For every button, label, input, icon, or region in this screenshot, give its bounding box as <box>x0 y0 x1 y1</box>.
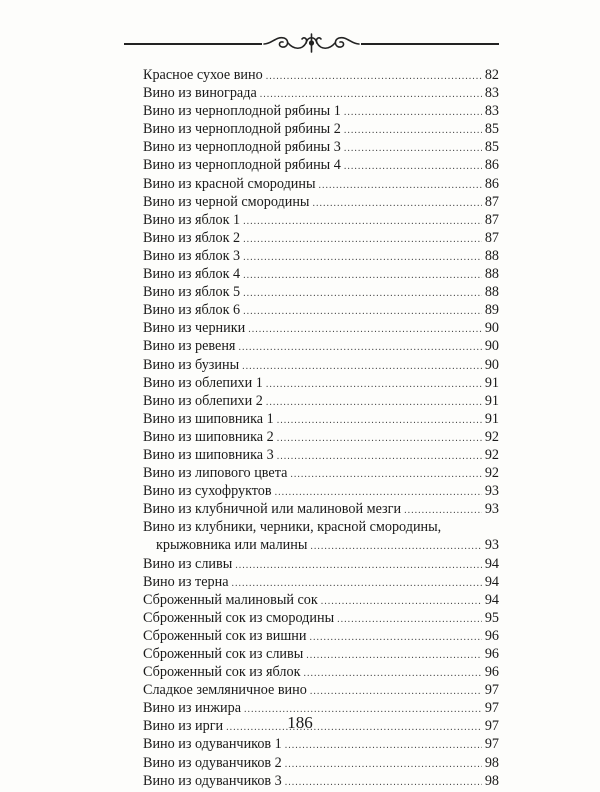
toc-entry-page: 93 <box>484 537 499 554</box>
toc-entry-title: Вино из черники <box>143 320 246 337</box>
toc-entry-title: Вино из сухофруктов <box>143 483 272 500</box>
toc-entry <box>143 337 499 355</box>
toc-entry-page: 92 <box>484 446 499 463</box>
toc-entry <box>143 156 499 174</box>
dot-leader <box>304 665 482 683</box>
toc-entry <box>143 609 499 627</box>
toc-entry-title: Сброженный сок из яблок <box>143 664 301 681</box>
toc-entry-title: Вино из шиповника 1 <box>143 410 274 427</box>
toc-entry-title: Вино из черноплодной рябины 1 <box>143 103 341 120</box>
toc-entry <box>143 120 499 138</box>
toc-entry-title: Вино из черноплодной рябины 3 <box>143 139 341 156</box>
dot-leader <box>243 285 482 303</box>
toc-entry-title: Сброженный сок из сливы <box>143 646 304 662</box>
toc-entry-page: 93 <box>484 483 499 500</box>
dot-leader <box>277 430 482 448</box>
toc-entry <box>143 735 499 753</box>
toc-entry-title: Вино из одуванчиков 1 <box>143 736 282 753</box>
toc-entry-page: 89 <box>484 302 499 319</box>
toc-entry-page: 83 <box>484 103 499 120</box>
toc-entry-title: Вино из яблок 5 <box>143 284 241 301</box>
dot-leader <box>266 376 482 394</box>
toc-entry <box>143 772 499 790</box>
dot-leader <box>319 177 482 195</box>
toc-entry-title: Вино из бузины <box>143 356 240 373</box>
table-of-contents <box>143 66 499 790</box>
dot-leader <box>266 394 482 412</box>
header-ornament <box>124 30 499 54</box>
toc-entry-page: 98 <box>484 772 499 789</box>
toc-entry <box>143 428 499 446</box>
toc-entry-title: Вино из шиповника 2 <box>143 428 274 445</box>
dot-leader <box>309 629 481 647</box>
toc-entry <box>143 464 499 482</box>
toc-entry <box>143 247 499 265</box>
toc-entry-title: Вино из винограда <box>143 85 257 102</box>
dot-leader <box>344 140 482 158</box>
toc-entry-title: Красное сухое вино <box>143 67 263 83</box>
toc-entry-title: Вино из черноплодной рябины 2 <box>143 121 341 138</box>
toc-entry-page: 86 <box>484 157 499 174</box>
toc-entry <box>143 681 499 699</box>
dot-leader <box>248 321 482 339</box>
dot-leader <box>290 466 481 484</box>
dot-leader <box>344 122 482 140</box>
toc-entry-title: Сброженный малиновый сок <box>143 591 318 608</box>
toc-entry <box>143 663 499 681</box>
dot-leader <box>310 538 481 556</box>
dot-leader <box>235 557 482 575</box>
toc-entry <box>143 518 499 536</box>
flourish-divider-icon <box>262 30 361 56</box>
toc-entry-title: Сброженный сок из смородины <box>143 609 335 626</box>
toc-entry-page: 91 <box>484 374 499 391</box>
toc-entry-page: 90 <box>484 356 499 373</box>
toc-entry <box>143 446 499 464</box>
toc-entry-page: 94 <box>484 591 499 608</box>
toc-entry <box>143 301 499 319</box>
dot-leader <box>310 683 482 701</box>
dot-leader <box>242 358 482 376</box>
toc-entry-page: 85 <box>484 121 499 138</box>
page-number: 186 <box>287 713 313 732</box>
toc-entry-page: 91 <box>484 410 499 427</box>
toc-entry-page: 91 <box>484 392 499 409</box>
toc-entry <box>143 66 499 84</box>
toc-entry-title: Вино из красной смородины <box>143 175 316 192</box>
toc-entry-page: 90 <box>484 320 499 337</box>
dot-leader <box>285 756 482 774</box>
toc-entry-page: 96 <box>484 664 499 681</box>
toc-entry-page: 88 <box>484 247 499 264</box>
toc-entry <box>143 410 499 428</box>
toc-entry-title: Вино из яблок 6 <box>143 302 241 319</box>
dot-leader <box>285 774 482 792</box>
toc-entry-title: Вино из ирги <box>143 718 224 735</box>
toc-entry-page: 85 <box>484 139 499 156</box>
toc-entry <box>143 591 499 609</box>
toc-entry-title: Вино из клубники, черники, красной смородины, <box>143 519 442 536</box>
dot-leader <box>243 213 482 231</box>
toc-entry <box>143 175 499 193</box>
toc-entry-title: Вино из клубничной или малиновой мезги <box>143 501 402 518</box>
toc-entry <box>143 627 499 645</box>
toc-entry-page: 88 <box>484 284 499 301</box>
toc-entry-page: 87 <box>484 211 499 228</box>
toc-entry-page: 95 <box>484 609 499 626</box>
toc-entry <box>143 193 499 211</box>
ornament-rule-right <box>361 43 499 45</box>
dot-leader <box>266 68 482 86</box>
toc-entry-page: 83 <box>484 85 499 102</box>
toc-entry-title: Вино из шиповника 3 <box>143 446 274 463</box>
toc-entry <box>143 229 499 247</box>
toc-entry-title: Сброженный сок из вишни <box>143 627 307 644</box>
toc-entry <box>143 211 499 229</box>
dot-leader <box>243 231 482 249</box>
dot-leader <box>243 267 482 285</box>
toc-entry-page: 98 <box>484 754 499 771</box>
dot-leader <box>321 593 482 611</box>
toc-entry <box>143 319 499 337</box>
toc-entry <box>143 356 499 374</box>
toc-entry-page: 94 <box>484 555 499 572</box>
toc-entry <box>143 374 499 392</box>
dot-leader <box>277 412 482 430</box>
toc-entry-title: Вино из облепихи 1 <box>143 374 263 391</box>
toc-entry-page: 90 <box>484 338 499 355</box>
toc-entry-page: 87 <box>484 229 499 246</box>
toc-entry-title: Сладкое земляничное вино <box>143 682 307 699</box>
dot-leader <box>337 611 482 629</box>
toc-entry <box>143 555 499 573</box>
toc-entry <box>143 283 499 301</box>
toc-entry-title: Вино из ревеня <box>143 338 236 355</box>
dot-leader <box>344 104 482 122</box>
toc-entry <box>143 84 499 102</box>
toc-entry-page: 92 <box>484 465 499 482</box>
toc-entry-page: 97 <box>484 700 499 717</box>
toc-entry-page: 96 <box>484 627 499 644</box>
toc-entry-title: Вино из черной смородины <box>143 193 310 210</box>
toc-entry-title: Вино из облепихи 2 <box>143 392 263 409</box>
toc-entry-page: 94 <box>484 573 499 590</box>
toc-entry <box>143 536 499 554</box>
toc-entry-title: Вино из яблок 2 <box>143 229 241 246</box>
toc-entry <box>143 573 499 591</box>
toc-entry-page: 93 <box>484 501 499 518</box>
toc-entry <box>143 754 499 772</box>
toc-entry-title: Вино из терна <box>143 573 229 590</box>
toc-entry <box>143 645 499 663</box>
toc-entry-page: 92 <box>484 428 499 445</box>
toc-entry-page: 97 <box>484 736 499 753</box>
toc-entry-page: 87 <box>484 193 499 210</box>
toc-entry-page: 97 <box>484 682 499 699</box>
toc-entry <box>143 392 499 410</box>
toc-entry-page: 86 <box>484 175 499 192</box>
toc-entry-title: Вино из яблок 3 <box>143 247 241 264</box>
toc-entry-title: Вино из яблок 1 <box>143 211 241 228</box>
toc-entry <box>143 500 499 518</box>
toc-entry-title: Вино из яблок 4 <box>143 266 241 283</box>
toc-entry-title: Вино из сливы <box>143 555 233 572</box>
toc-entry-page: 96 <box>484 646 499 662</box>
dot-leader <box>243 303 482 321</box>
dot-leader <box>285 737 482 755</box>
dot-leader <box>243 249 482 267</box>
dot-leader <box>344 158 482 176</box>
toc-entry-title: Вино из липового цвета <box>143 465 288 482</box>
toc-entry-title: Вино из одуванчиков 3 <box>143 772 282 789</box>
toc-entry <box>143 482 499 500</box>
toc-entry-page: 88 <box>484 266 499 283</box>
ornament-rule-left <box>124 43 262 45</box>
toc-entry <box>143 102 499 120</box>
toc-entry-title: Вино из одуванчиков 2 <box>143 754 282 771</box>
dot-leader <box>238 339 481 357</box>
toc-entry-title: Вино из инжира <box>143 700 242 717</box>
dot-leader <box>306 647 482 665</box>
dot-leader <box>277 448 482 466</box>
toc-entry <box>143 265 499 283</box>
toc-entry-title: крыжовника или малины <box>156 537 308 554</box>
dot-leader <box>312 195 481 213</box>
toc-entry-page: 82 <box>484 67 499 83</box>
toc-entry-page: 97 <box>484 718 499 735</box>
toc-entry <box>143 138 499 156</box>
toc-entry-title: Вино из черноплодной рябины 4 <box>143 157 341 174</box>
